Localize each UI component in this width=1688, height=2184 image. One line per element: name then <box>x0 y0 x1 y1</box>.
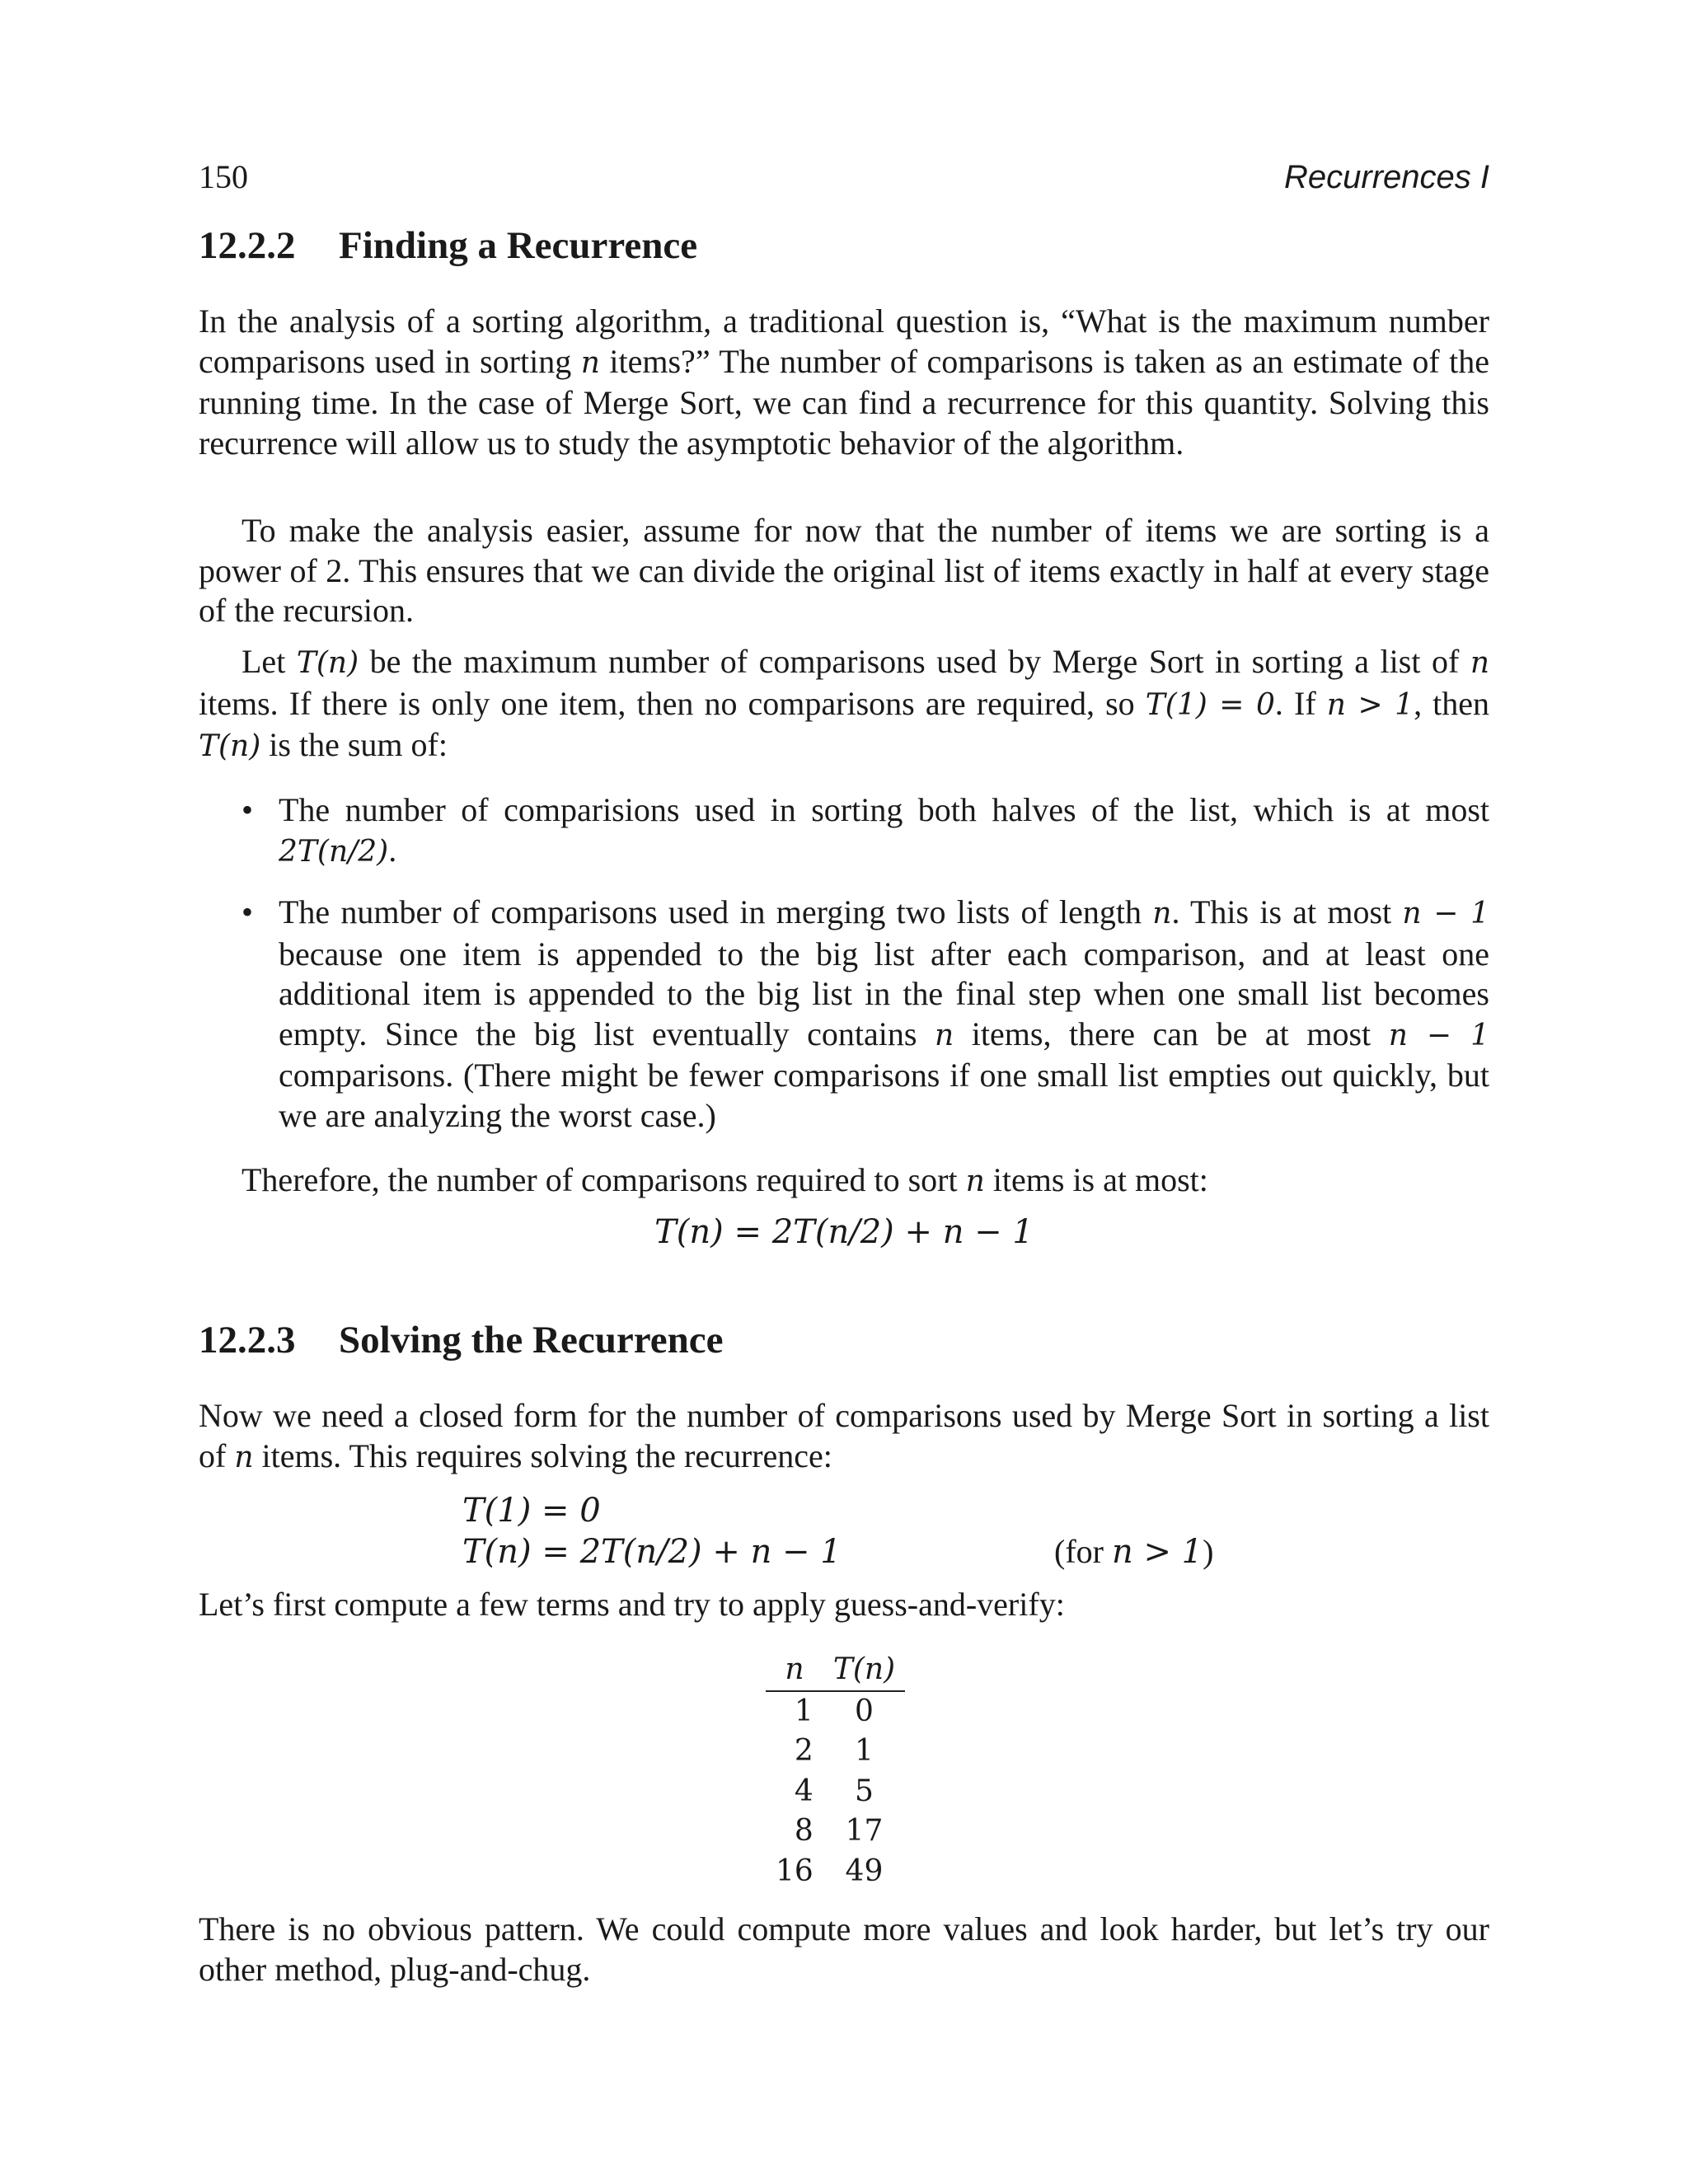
bullet-item-halves <box>199 790 1489 872</box>
table-header-row <box>766 1650 905 1691</box>
math-inline: n <box>234 1440 254 1474</box>
paragraph-intro <box>199 302 1489 463</box>
bullet-list <box>199 790 1489 872</box>
table-row <box>766 1691 905 1732</box>
math-display: T(1) = 0 <box>462 1492 601 1530</box>
section-title: Solving the Recurrence <box>339 1319 724 1361</box>
text-run: . If <box>1274 684 1327 722</box>
table-header: n <box>766 1650 823 1691</box>
table-cell: 1 <box>794 1694 814 1728</box>
table-cell: 16 <box>776 1854 814 1888</box>
table-row <box>766 1732 905 1772</box>
text-run: items?” The number of comparisons is taken as an estimate of the running time. In the case of Merge Sort, we can find a recurrence for this quantity. Solving this recurrence will allow us to study the asymptotic behavior of the algorithm. <box>199 342 1490 462</box>
section-number: 12.2.3 <box>199 1319 296 1361</box>
math-inline: T(1) = 0 <box>1145 687 1275 722</box>
recurrence-base-case <box>199 1490 1489 1531</box>
recurrence-general-case <box>199 1531 1489 1572</box>
paragraph-closed-form <box>199 1396 1489 1478</box>
math-inline: 2T(n/2) <box>279 834 389 869</box>
math-inline: T(n) <box>199 729 261 763</box>
math-inline: n − 1 <box>1402 897 1490 930</box>
text-run: The number of comparisions used in sorting both halves of the list, which is at most <box>279 791 1489 828</box>
text-run: items. If there is only one item, then no comparisons are required, so <box>199 684 1146 722</box>
text-run: . This is at most <box>1171 893 1403 930</box>
text-run: Now we need a closed form for the number of comparisons used by Merge Sort in sorting a list of <box>199 1397 1489 1474</box>
table-cell: 0 <box>855 1694 874 1728</box>
bullet-list <box>199 893 1489 1136</box>
table-row <box>766 1811 905 1852</box>
text-run: items. This requires solving the recurrence: <box>253 1436 832 1474</box>
table-cell: 8 <box>794 1814 814 1848</box>
table-cell: 17 <box>845 1814 884 1848</box>
text-run: items, there can be at most <box>954 1015 1389 1052</box>
math-inline: n <box>965 1165 985 1198</box>
text-run: In the analysis of a sorting algorithm, a traditional question is, “What is the maximum number comparisons used in sorting <box>199 302 1489 380</box>
section-number: 12.2.2 <box>199 224 296 267</box>
bullet-dot: • <box>241 791 254 828</box>
running-title: Recurrences I <box>1284 159 1489 195</box>
text-run: because one item is appended to the big list after each comparison, and at least one additional item is appended to the big list in the final step when one small list becomes empty. Since the big list eventually contains <box>279 935 1489 1052</box>
math-inline: n <box>935 1018 954 1052</box>
math-inline: n <box>580 345 600 380</box>
math-inline: n > 1 <box>1111 1533 1203 1571</box>
table-row <box>766 1772 905 1812</box>
table-cell: 49 <box>845 1854 884 1888</box>
page <box>199 0 1489 2184</box>
math-inline: n − 1 <box>1388 1018 1490 1052</box>
bullet-item-merging <box>199 893 1489 1136</box>
math-inline: n > 1 <box>1326 687 1414 722</box>
text-run: ) <box>1203 1533 1214 1570</box>
table-cell: 1 <box>855 1734 874 1768</box>
text-run: is the sum of: <box>260 726 448 763</box>
math-inline: n <box>1152 897 1172 930</box>
text-run: Let <box>241 643 297 680</box>
text-run: (for <box>1054 1533 1112 1570</box>
table-header: T(n) <box>823 1650 905 1691</box>
equation-recurrence <box>199 1212 1489 1253</box>
text-run: . <box>388 831 397 869</box>
text-run: , then <box>1414 684 1490 722</box>
bullet-dot: • <box>241 893 254 930</box>
section-heading-12-2-2 <box>199 221 1489 270</box>
table-cell: 2 <box>794 1734 814 1768</box>
values-table <box>766 1650 905 1891</box>
paragraph-power-of-two: To make the analysis easier, assume for now that the number of items we are sorting is a power of 2. This ensures that we can divide the original list of items exactly in half at every stage of the recursion. <box>199 512 1489 629</box>
paragraph-no-pattern: There is no obvious pattern. We could compute more values and look harder, but let’s try our other method, plug-and-chug. <box>199 1910 1489 1988</box>
text-run: The number of comparisons used in merging two lists of length <box>279 893 1153 930</box>
running-header <box>199 157 1489 198</box>
math-inline: T(n) <box>296 646 359 680</box>
recurrence-condition <box>1054 1531 1213 1572</box>
section-heading-12-2-3 <box>199 1315 1489 1365</box>
math-inline: n <box>1470 646 1489 680</box>
page-number: 150 <box>199 158 248 195</box>
paragraph-therefore <box>199 1160 1489 1202</box>
text-run: Therefore, the number of comparisons required to sort <box>241 1161 966 1198</box>
math-display: T(n) = 2T(n/2) + n − 1 <box>462 1533 842 1571</box>
math-display: T(n) = 2T(n/2) + n − 1 <box>654 1213 1034 1251</box>
paragraph-define-t <box>199 642 1489 767</box>
table-row <box>766 1852 905 1892</box>
recurrence-system <box>199 1490 1489 1572</box>
table-cell: 5 <box>855 1774 874 1808</box>
text-run: be the maximum number of comparisons used by Merge Sort in sorting a list of <box>359 643 1470 680</box>
section-title: Finding a Recurrence <box>339 224 698 267</box>
text-run: comparisons. (There might be fewer comparisons if one small list empties out quickly, but we are analyzing the worst case.) <box>279 1057 1489 1134</box>
paragraph-guess-and-verify: Let’s first compute a few terms and try to apply guess-and-verify: <box>199 1586 1065 1623</box>
text-run: items is at most: <box>984 1161 1208 1198</box>
table-cell: 4 <box>794 1774 814 1808</box>
